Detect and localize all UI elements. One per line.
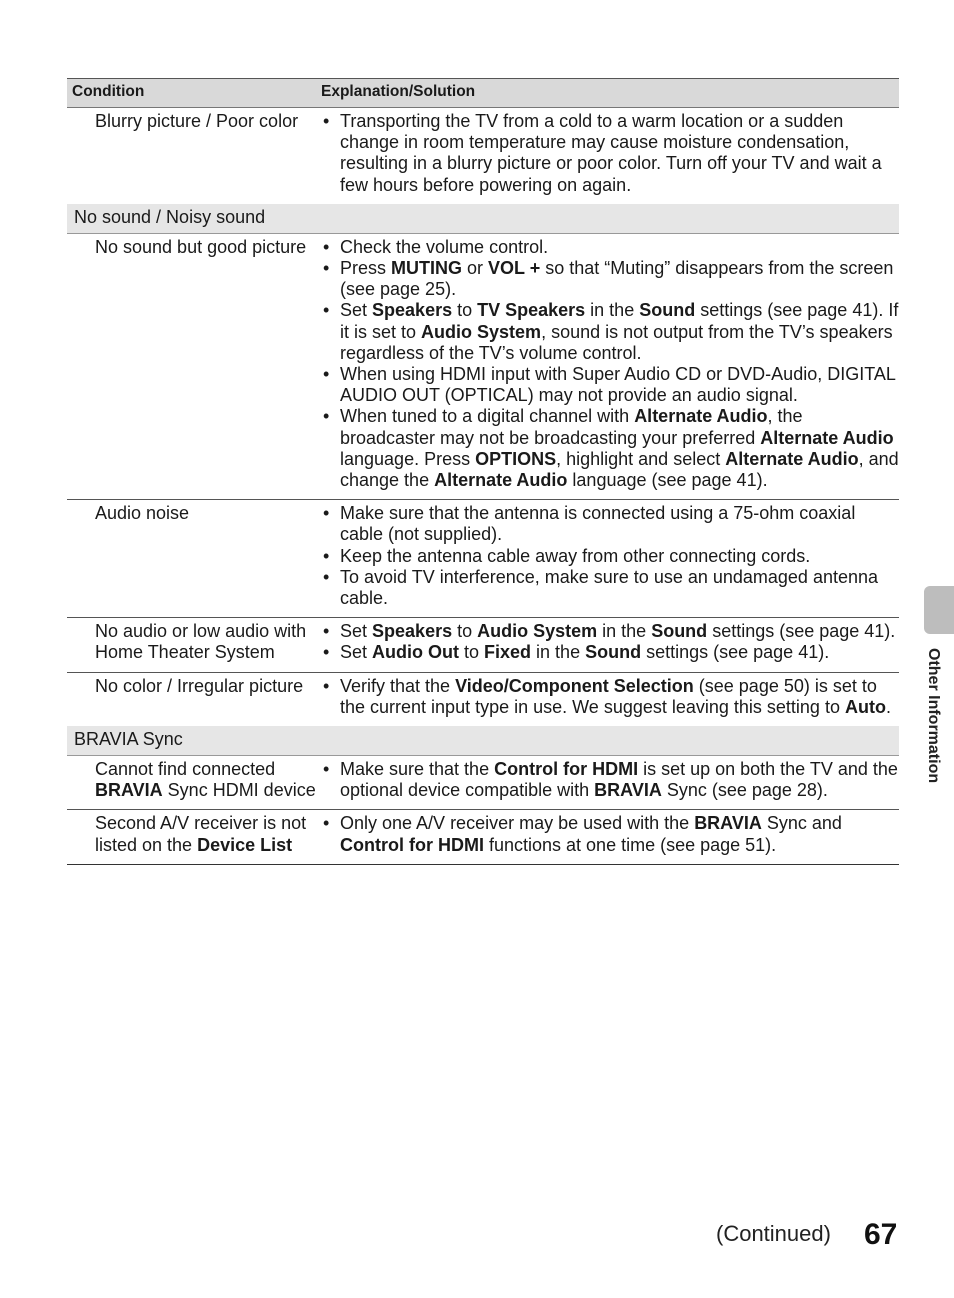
text-run: Keep the antenna cable away from other connecting cords. [340, 545, 811, 566]
solution-item [321, 111, 899, 196]
table-row [67, 234, 899, 499]
bold-text: Control for HDMI [494, 759, 639, 780]
section-heading: BRAVIA Sync [67, 726, 899, 756]
text-run: Press [340, 258, 392, 279]
table-row [67, 809, 899, 863]
condition-cell [67, 237, 321, 491]
text-run: so that “Muting” disappears from the screen (see page 25). [340, 258, 894, 300]
text-run: When tuned to a digital channel with [340, 406, 635, 427]
text-run: Sync (see page 28). [661, 780, 828, 801]
bold-text: Speakers [372, 621, 453, 642]
text-run: (see page 50) is set to the current input type in use. We suggest leaving this setting to [340, 675, 877, 717]
header-explanation: Explanation/Solution [321, 83, 476, 100]
solution-list [321, 759, 899, 801]
text-run: or [462, 258, 489, 279]
text-run: When using HDMI input with Super Audio CD or DVD-Audio, DIGITAL AUDIO OUT (OPTICAL) may not provide an audio signal. [340, 364, 896, 406]
text-run: No sound but good picture [95, 236, 307, 257]
text-run: language (see page 41). [567, 470, 768, 491]
solution-item [321, 364, 899, 406]
text-run: Set [340, 621, 373, 642]
bold-text: Sound [651, 621, 708, 642]
condition-cell [67, 621, 321, 663]
text-run: Set [340, 300, 373, 321]
bold-text: MUTING [391, 258, 463, 279]
text-run: Blurry picture / Poor color [95, 111, 299, 131]
condition-cell [67, 503, 321, 609]
section-heading: No sound / Noisy sound [67, 204, 899, 234]
page-number: 67 [864, 1218, 898, 1251]
text-run: Audio noise [95, 503, 190, 524]
bold-text: VOL + [488, 258, 541, 279]
text-run: is set up on both the TV and the optional device compatible with [340, 759, 898, 801]
header-condition: Condition [72, 83, 145, 100]
table-row [67, 617, 899, 671]
text-run: Only one A/V receiver may be used with the [340, 813, 695, 834]
troubleshooting-table [67, 78, 899, 865]
bold-text: Sound [585, 642, 642, 663]
text-run: Second A/V receiver is not listed on the [95, 813, 307, 855]
condition-cell [67, 111, 321, 196]
table-row [67, 672, 899, 726]
text-run: in the [597, 621, 652, 642]
bold-text: Alternate Audio [760, 427, 894, 448]
text-run: language. Press [340, 448, 476, 469]
solution-item [321, 621, 899, 642]
text-run: Sync and [761, 813, 842, 834]
bold-text: BRAVIA [95, 780, 163, 801]
text-run: settings (see page 41). If it is set to [340, 300, 899, 342]
text-run: . [885, 696, 891, 717]
text-run: Cannot find connected [95, 759, 276, 780]
continued-note: (Continued) [716, 1221, 831, 1246]
text-run: to [459, 642, 485, 663]
text-run: Verify that the [340, 675, 456, 696]
section-tab [924, 586, 954, 634]
table-body [67, 108, 899, 864]
text-run: settings (see page 41). [641, 642, 830, 663]
bold-text: Sound [639, 300, 696, 321]
solution-list [321, 676, 899, 718]
solution-list [321, 813, 899, 855]
solution-item [321, 237, 899, 258]
bold-text: Audio System [421, 321, 542, 342]
solution-list [321, 503, 899, 609]
text-run: to [452, 300, 478, 321]
text-run: Set [340, 642, 373, 663]
solution-item [321, 759, 899, 801]
text-run: functions at one time (see page 51). [483, 834, 777, 855]
condition-cell [67, 759, 321, 801]
bold-text: Alternate Audio [634, 406, 768, 427]
condition-cell [67, 676, 321, 718]
text-run: , the broadcaster may not be broadcasting your preferred [340, 406, 803, 448]
solution-item [321, 406, 899, 491]
solution-item [321, 567, 899, 609]
solution-list [321, 621, 899, 663]
solution-item [321, 258, 899, 300]
text-run: No color / Irregular picture [95, 675, 304, 696]
text-run: , sound is not output from the TV’s speakers regardless of the TV’s volume control. [340, 321, 893, 363]
bold-text: Video/Component Selection [455, 675, 694, 696]
table-row [67, 108, 899, 204]
table-header [67, 79, 899, 108]
bold-text: BRAVIA [594, 780, 662, 801]
solution-item [321, 813, 899, 855]
solution-item [321, 546, 899, 567]
bold-text: Alternate Audio [434, 470, 568, 491]
solution-item [321, 300, 899, 364]
text-run: , and change the [340, 448, 899, 491]
text-run: To avoid TV interference, make sure to use an undamaged antenna cable. [340, 566, 879, 609]
text-run: Check the volume control. [340, 236, 549, 257]
bold-text: BRAVIA [694, 813, 762, 834]
condition-cell [67, 813, 321, 855]
bold-text: Alternate Audio [725, 448, 859, 469]
bold-text: TV Speakers [477, 300, 586, 321]
text-run: , highlight and select [556, 448, 726, 469]
solution-item [321, 503, 899, 545]
text-run: settings (see page 41). [707, 621, 896, 642]
text-run: Sync HDMI device [162, 780, 316, 801]
bold-text: OPTIONS [475, 448, 557, 469]
solution-item [321, 676, 899, 718]
text-run: No audio or low audio with Home Theater System [95, 621, 307, 663]
text-run: in the [531, 642, 586, 663]
text-run: Make sure that the [340, 759, 495, 780]
table-row [67, 499, 899, 617]
text-run: to [452, 621, 478, 642]
solution-list [321, 237, 899, 491]
side-section-label: Other Information [925, 648, 942, 784]
text-run: Transporting the TV from a cold to a warm location or a sudden change in room temperature may cause moisture condensation, resulting in a blurry picture or poor color. Turn off your TV and wait a few hours before powering on again. [340, 111, 882, 195]
text-run: in the [585, 300, 640, 321]
bold-text: Audio System [477, 621, 598, 642]
bold-text: Device List [197, 834, 293, 855]
solution-item [321, 642, 899, 663]
solution-list [321, 111, 899, 196]
bold-text: Control for HDMI [340, 834, 484, 855]
bold-text: Fixed [484, 642, 532, 663]
text-run: Make sure that the antenna is connected using a 75-ohm coaxial cable (not supplied). [340, 503, 856, 545]
bold-text: Audio Out [372, 642, 460, 663]
bold-text: Speakers [372, 300, 453, 321]
bold-text: Auto [844, 696, 886, 717]
table-row [67, 756, 899, 809]
